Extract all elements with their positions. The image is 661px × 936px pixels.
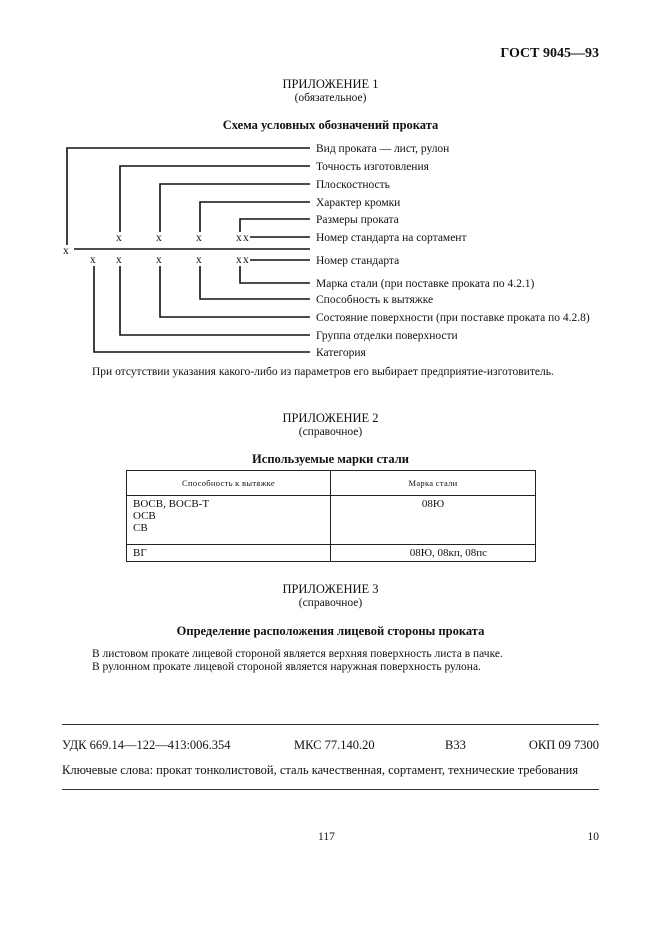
marker: х — [116, 254, 122, 266]
keywords: Ключевые слова: прокат тонколистовой, сталь качественная, сортамент, технические требования — [62, 763, 579, 777]
appendix2-heading: Используемые марки стали — [252, 452, 409, 466]
scheme-labels — [316, 143, 590, 359]
marker: х — [116, 232, 122, 244]
scheme-lines — [67, 148, 310, 352]
scheme-label: Размеры проката — [316, 214, 399, 226]
marker: х — [63, 245, 69, 257]
steel-grades-table — [126, 470, 536, 562]
scheme-label: Характер кромки — [316, 197, 401, 209]
document-header: ГОСТ 9045—93 — [500, 46, 599, 61]
footer-bottom-rule — [62, 789, 599, 790]
table-cell: 08Ю — [331, 496, 536, 545]
page-number: 117 — [318, 831, 335, 843]
marker: х — [196, 232, 202, 244]
scheme-label: Группа отделки поверхности — [316, 330, 458, 342]
scheme-label: Категория — [316, 347, 366, 359]
table-row — [127, 496, 536, 545]
scheme-label: Плоскостность — [316, 179, 390, 191]
marker: х — [196, 254, 202, 266]
marker: х — [90, 254, 96, 266]
marker: х — [156, 232, 162, 244]
ability-line: СВ — [133, 522, 148, 534]
footer-top-rule — [62, 724, 599, 725]
table-row — [127, 545, 536, 562]
table-cell — [127, 545, 331, 562]
appendix3-line: В листовом прокате лицевой стороной является верхняя поверхность листа в пачке. — [92, 648, 503, 660]
scheme-label: Номер стандарта на сортамент — [316, 232, 467, 244]
designation-scheme — [0, 0, 661, 380]
scheme-label: Состояние поверхности (при поставке проката по 4.2.8) — [316, 312, 590, 324]
okp-code: ОКП 09 7300 — [528, 738, 599, 752]
scheme-label: Номер стандарта — [316, 255, 400, 267]
table-cell — [127, 496, 331, 545]
marker: х — [243, 232, 249, 244]
scheme-label: Точность изготовления — [316, 161, 429, 173]
appendix1-title: ПРИЛОЖЕНИЕ 1 — [282, 77, 379, 91]
mks-code: МКС 77.140.20 — [294, 738, 375, 752]
marker: х — [236, 232, 242, 244]
appendix3-line: В рулонном прокате лицевой стороной является наружная поверхность рулона. — [92, 661, 481, 673]
udk-code: УДК 669.14—122—413:006.354 — [62, 738, 231, 752]
scheme-label: Марка стали (при поставке проката по 4.2.1) — [316, 278, 535, 290]
scheme-label: Вид проката — лист, рулон — [316, 143, 450, 155]
appendix2-title: ПРИЛОЖЕНИЕ 2 — [282, 411, 379, 425]
column-header: Способность к вытяжке — [127, 471, 331, 496]
table-header-row — [127, 471, 536, 496]
ability-line: ОСВ — [133, 510, 156, 522]
marker: х — [243, 254, 249, 266]
appendix2-subtitle: (справочное) — [298, 426, 363, 438]
appendix3-title: ПРИЛОЖЕНИЕ 3 — [282, 582, 379, 596]
appendix1-note: При отсутствии указания какого-либо из параметров его выбирает предприятие-изготовитель. — [92, 366, 554, 378]
scheme-label: Способность к вытяжке — [316, 294, 434, 306]
appendix1-subtitle: (обязательное) — [294, 92, 367, 104]
appendix3-heading: Определение расположения лицевой стороны проката — [176, 624, 485, 638]
ability-line: ВОСВ, ВОСВ-Т — [133, 498, 210, 510]
ability-line: ВГ — [133, 547, 147, 559]
group-code: В33 — [445, 738, 466, 752]
column-header: Марка стали — [331, 471, 536, 496]
appendix1-heading: Схема условных обозначений проката — [222, 118, 439, 132]
table-cell: 08Ю, 08кп, 08пс — [331, 545, 536, 562]
appendix3-subtitle: (справочное) — [298, 597, 363, 609]
page-right-number: 10 — [587, 831, 599, 843]
marker: х — [156, 254, 162, 266]
marker: х — [236, 254, 242, 266]
